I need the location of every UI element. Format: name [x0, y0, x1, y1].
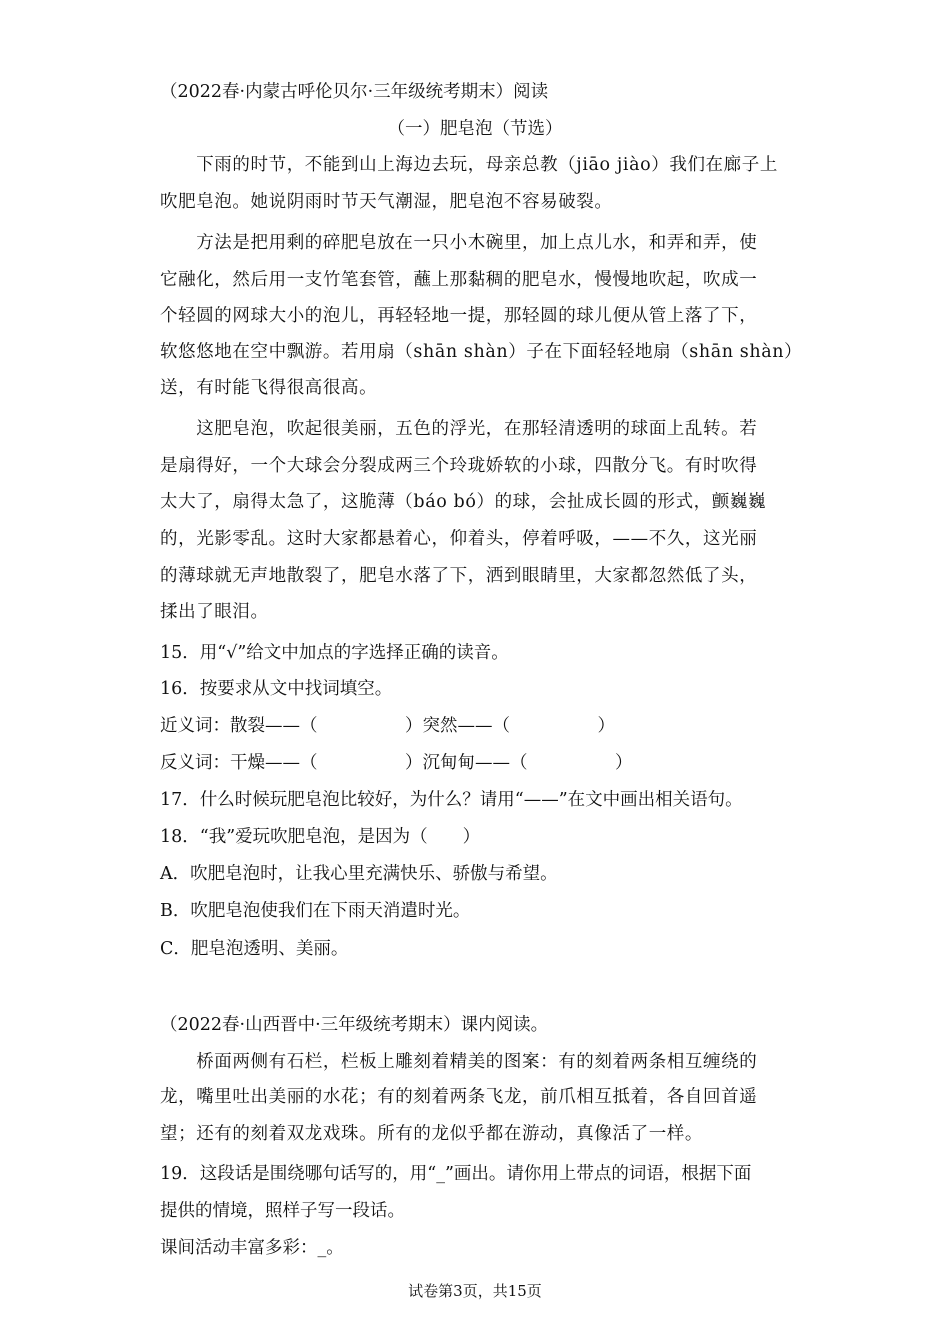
passage1-line-5: 个轻圆的网球大小的泡儿，再轻轻地一提，那轻圆的球儿便从管上落了下，	[160, 306, 758, 326]
section2-source: （2022春·山西晋中·三年级统考期末）课内阅读。	[160, 1015, 549, 1035]
passage1-line-8: 这肥皂泡，吹起很美丽，五色的浮光，在那轻清透明的球面上乱转。若	[160, 419, 758, 439]
question-18: 18．“我”爱玩吹肥皂泡，是因为（ ）	[160, 827, 481, 847]
passage-title: （一）肥皂泡（节选）	[387, 119, 563, 139]
question-17: 17．什么时候玩肥皂泡比较好，为什么？请用“——”在文中画出相关语句。	[160, 790, 743, 810]
question-16-antonyms: 反义词：干燥——（ ）沉甸甸——（ ）	[160, 753, 633, 773]
question-15: 15．用“√”给文中加点的字选择正确的读音。	[160, 643, 509, 663]
question-19: 19．这段话是围绕哪句话写的，用“_”画出。请你用上带点的词语，根据下面	[160, 1164, 752, 1184]
option-a: A．吹肥皂泡时，让我心里充满快乐、骄傲与希望。	[160, 864, 558, 884]
passage1-line-13: 揉出了眼泪。	[160, 602, 269, 622]
passage1-line-1: 下雨的时节，不能到山上海边去玩，母亲总教（jiāo jiào）我们在廊子上	[160, 155, 778, 175]
passage1-line-10: 太大了，扇得太急了，这脆薄（báo bó）的球，会扯成长圆的形式，颤巍巍	[160, 492, 767, 512]
page-footer: 试卷第3页，共15页	[408, 1282, 542, 1300]
passage2-line-3: 望；还有的刻着双龙戏珠。所有的龙似乎都在游动，真像活了一样。	[160, 1124, 703, 1144]
question-19-cont: 提供的情境，照样子写一段话。	[160, 1201, 405, 1221]
section1-source: （2022春·内蒙古呼伦贝尔·三年级统考期末）阅读	[160, 82, 549, 102]
passage1-line-3: 方法是把用剩的碎肥皂放在一只小木碗里，加上点儿水，和弄和弄，使	[160, 233, 758, 253]
passage1-line-11: 的，光影零乱。这时大家都悬着心，仰着头，停着呼吸，——不久，这光丽	[160, 529, 758, 549]
passage1-line-12: 的薄球就无声地散裂了，肥皂水落了下，洒到眼睛里，大家都忽然低了头，	[160, 566, 758, 586]
question-16-synonyms: 近义词：散裂——（ ）突然——（ ）	[160, 716, 615, 736]
question-16: 16．按要求从文中找词填空。	[160, 679, 393, 699]
question-19-prompt: 课间活动丰富多彩：_。	[160, 1238, 344, 1258]
passage1-line-6: 软悠悠地在空中飘游。若用扇（shān shàn）子在下面轻轻地扇（shān shàn）	[160, 342, 803, 362]
option-b: B．吹肥皂泡使我们在下雨天消遣时光。	[160, 901, 471, 921]
passage2-line-1: 桥面两侧有石栏，栏板上雕刻着精美的图案：有的刻着两条相互缠绕的	[160, 1052, 758, 1072]
passage1-line-4: 它融化，然后用一支竹笔套管，蘸上那黏稠的肥皂水，慢慢地吹起，吹成一	[160, 270, 758, 290]
passage2-line-2: 龙，嘴里吐出美丽的水花；有的刻着两条飞龙，前爪相互抵着，各自回首遥	[160, 1087, 758, 1107]
passage1-line-7: 送，有时能飞得很高很高。	[160, 378, 378, 398]
passage1-line-2: 吹肥皂泡。她说阴雨时节天气潮湿，肥皂泡不容易破裂。	[160, 192, 613, 212]
passage1-line-9: 是扇得好，一个大球会分裂成两三个玲珑娇软的小球，四散分飞。有时吹得	[160, 456, 758, 476]
option-c: C．肥皂泡透明、美丽。	[160, 939, 349, 959]
